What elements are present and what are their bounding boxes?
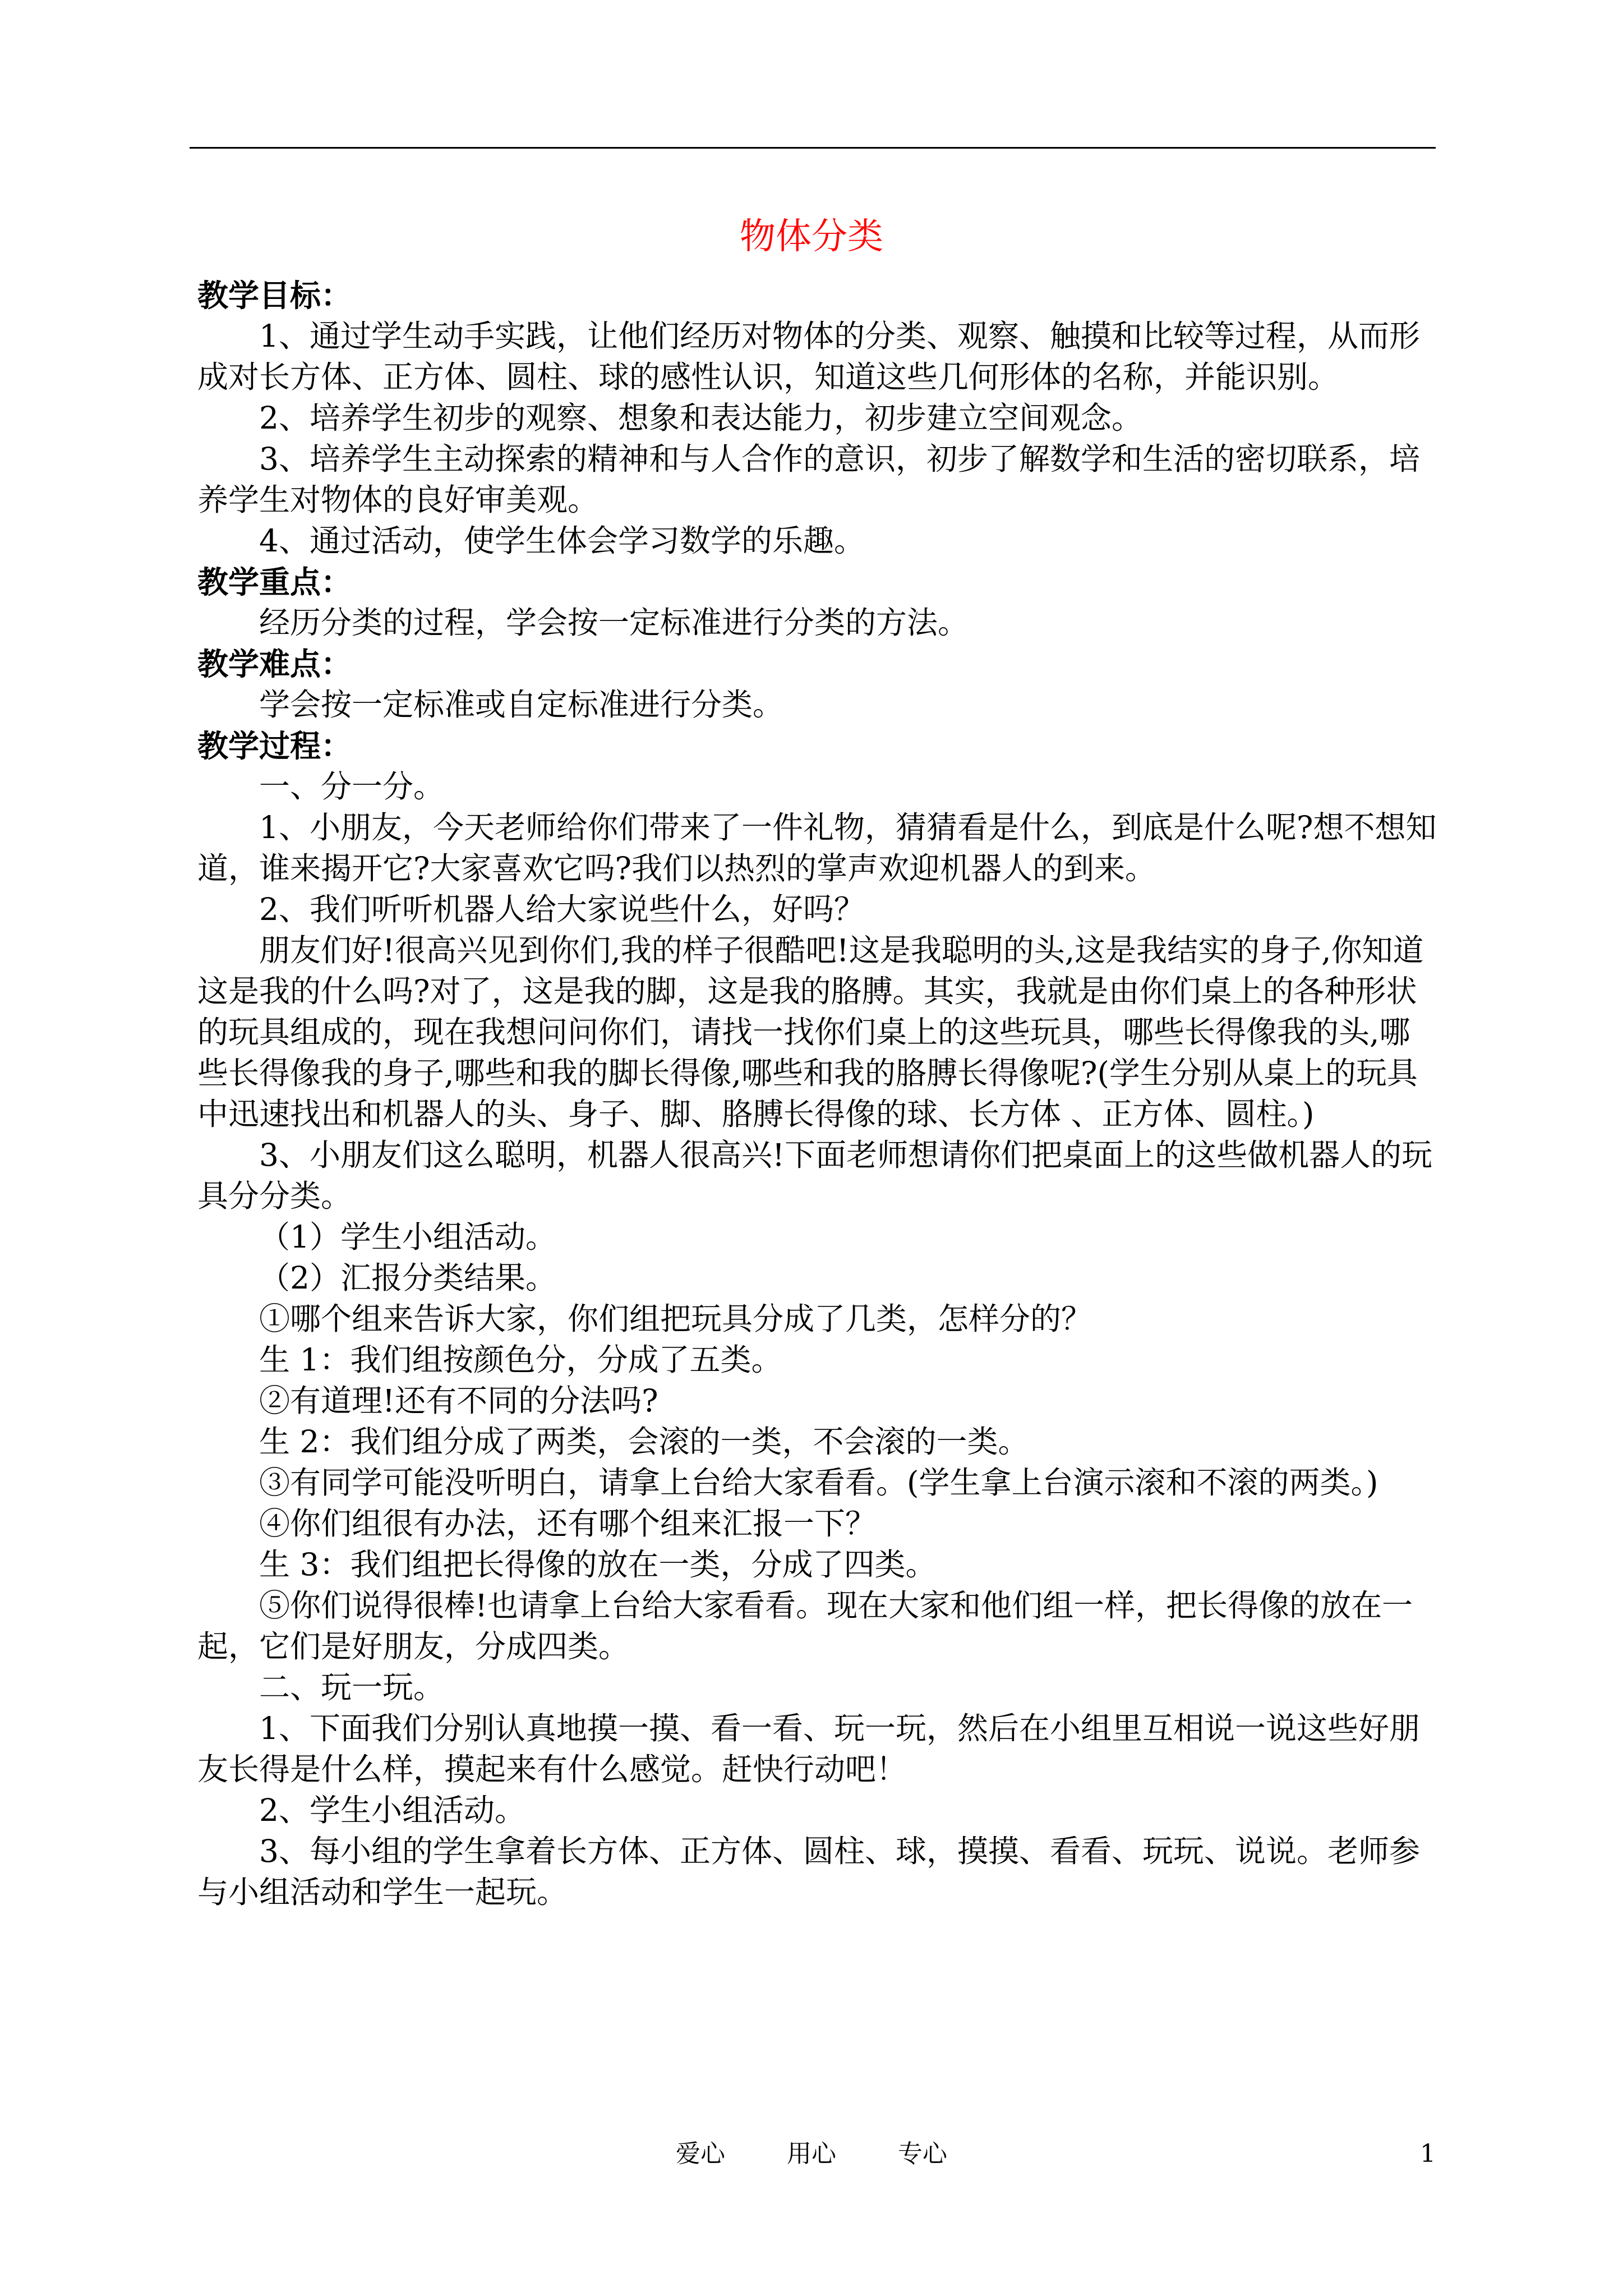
student-answer: 生 2：我们组分成了两类，会滚的一类，不会滚的一类。	[259, 1424, 1029, 1460]
sub-step: （1）学生小组活动。	[259, 1219, 556, 1255]
teacher-question: ⑤你们说得很棒!也请拿上台给大家看看。现在大家和他们组一样，把长得像的放在一起，它们是好朋友，分成四类。	[197, 1588, 1413, 1664]
paragraph: 3、小朋友们这么聪明，机器人很高兴!下面老师想请你们把桌面上的这些做机器人的玩具分分类。	[197, 1137, 1433, 1214]
paragraph: 1、小朋友，今天老师给你们带来了一件礼物，猜猜看是什么，到底是什么呢?想不想知道，谁来揭开它?大家喜欢它吗?我们以热烈的掌声欢迎机器人的到来。	[197, 809, 1437, 886]
teacher-question: ②有道理!还有不同的分法吗?	[259, 1383, 658, 1419]
goal-2: 2、培养学生初步的观察、想象和表达能力，初步建立空间观念。	[259, 400, 1142, 436]
part1-title: 一、分一分。	[259, 769, 445, 804]
part2-title: 二、玩一玩。	[259, 1669, 445, 1705]
key-text: 经历分类的过程，学会按一定标准进行分类的方法。	[259, 605, 969, 641]
footer-motto-2: 用心	[787, 2139, 836, 2168]
teacher-question: ④你们组很有办法，还有哪个组来汇报一下？	[259, 1506, 877, 1542]
goal-3: 3、培养学生主动探索的精神和与人合作的意识，初步了解数学和生活的密切联系，培养学生对物体的良好审美观。	[197, 441, 1420, 518]
paragraph: 1、下面我们分别认真地摸一摸、看一看、玩一玩，然后在小组里互相说一说这些好朋友长得是什么样，摸起来有什么感觉。赶快行动吧！	[197, 1710, 1420, 1787]
paragraph: 3、每小组的学生拿着长方体、正方体、圆柱、球，摸摸、看看、玩玩、说说。老师参与小组活动和学生一起玩。	[197, 1833, 1420, 1910]
document-body	[197, 275, 1437, 1913]
footer-motto-3: 专心	[898, 2139, 947, 2168]
difficulty-heading: 教学难点：	[197, 646, 352, 682]
difficulty-text: 学会按一定标准或自定标准进行分类。	[259, 687, 784, 723]
goal-4: 4、通过活动，使学生体会学习数学的乐趣。	[259, 523, 865, 559]
footer-motto-1: 爱心	[676, 2139, 725, 2168]
document-title: 物体分类	[740, 216, 883, 257]
student-answer: 生 1：我们组按颜色分，分成了五类。	[259, 1342, 782, 1378]
paragraph: 2、学生小组活动。	[259, 1792, 525, 1828]
robot-speech: 朋友们好!很高兴见到你们,我的样子很酷吧!这是我聪明的头,这是我结实的身子,你知道这是我的什么吗?对了，这是我的脚，这是我的胳膊。其实，我就是由你们桌上的各种形状的玩具组成的，现在我想问问你们，请找一找你们桌上的这些玩具，哪些长得像我的头,哪些长得像我的身子,哪些和我的脚长得像,哪些和我的胳膊长得像呢?(学生分别从桌上的玩具中迅速找出和机器人的头、身子、脚、胳膊长得像的球、长方体 、正方体、圆柱。)	[197, 932, 1424, 1132]
process-heading: 教学过程：	[197, 728, 352, 764]
goals-heading: 教学目标：	[197, 277, 352, 314]
footer-motto	[0, 2137, 1623, 2171]
teacher-question: ③有同学可能没听明白，请拿上台给大家看看。(学生拿上台演示滚和不滚的两类。)	[259, 1465, 1378, 1501]
student-answer: 生 3：我们组把长得像的放在一类，分成了四类。	[259, 1547, 937, 1582]
paragraph: 2、我们听听机器人给大家说些什么，好吗？	[259, 891, 865, 927]
teacher-question: ①哪个组来告诉大家，你们组把玩具分成了几类，怎样分的？	[259, 1301, 1092, 1337]
sub-step: （2）汇报分类结果。	[259, 1260, 556, 1296]
goal-1: 1、通过学生动手实践，让他们经历对物体的分类、观察、触摸和比较等过程，从而形成对长方体、正方体、圆柱、球的感性认识，知道这些几何形体的名称，并能识别。	[197, 318, 1420, 395]
header-rule	[190, 147, 1436, 149]
key-heading: 教学重点：	[197, 564, 352, 600]
page-number: 1	[1420, 2139, 1436, 2168]
